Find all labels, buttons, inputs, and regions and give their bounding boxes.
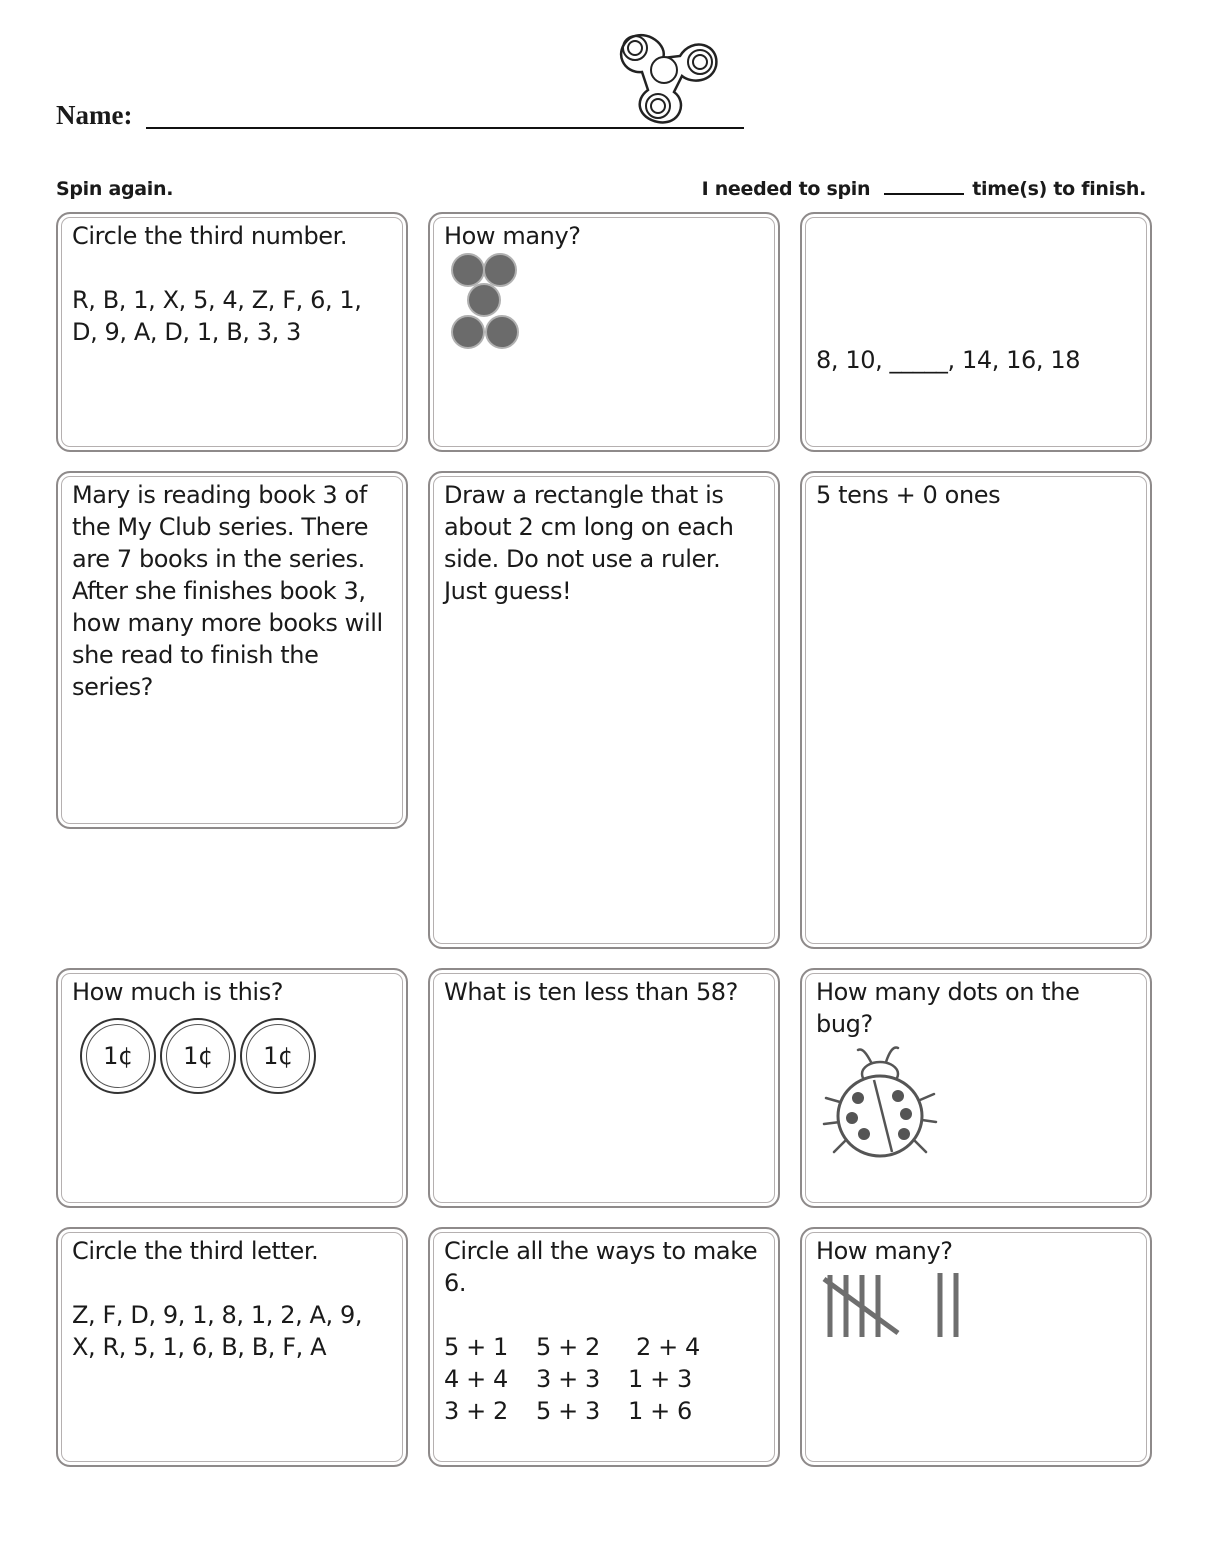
dot (452, 316, 484, 348)
sum-option[interactable]: 1 + 3 (628, 1365, 692, 1393)
question-box-sequence (800, 212, 1152, 452)
word-problem-text: Mary is reading book 3 of the My Club series. There are 7 books in the series. After she finishes book 3, how many more books will she read to finish the series? (72, 481, 383, 701)
sequence-line-1: R, B, 1, X, 5, 4, Z, F, 6, 1, (72, 286, 362, 314)
question-box-coins (56, 968, 408, 1208)
sum-option[interactable]: 5 + 1 (444, 1333, 508, 1361)
question-title: Circle the third number. (72, 222, 348, 250)
ladybug-icon (820, 1042, 940, 1166)
dot (468, 284, 500, 316)
spin-count-prefix: I needed to spin (701, 178, 871, 200)
question-box-word-problem (56, 471, 408, 829)
question-title: How many dots on the bug? (816, 978, 1080, 1038)
question-title: Circle the third letter. (72, 1237, 319, 1265)
sum-grid (444, 1331, 764, 1427)
spin-again-label: Spin again. (56, 178, 174, 200)
penny-coin: 1¢ (160, 1018, 236, 1094)
spin-count-line (702, 178, 1146, 200)
coin-row (80, 1018, 392, 1094)
question-title: How many? (444, 222, 581, 250)
bug-dot (846, 1112, 858, 1124)
tally-marks-image (822, 1271, 972, 1347)
question-box-how-many-dots (428, 212, 780, 452)
question-box-third-letter (56, 1227, 408, 1467)
question-box-tens-ones (800, 471, 1152, 949)
number-sequence: 8, 10, _____, 14, 16, 18 (816, 346, 1081, 374)
sum-option[interactable]: 3 + 3 (536, 1365, 600, 1393)
bug-dot (858, 1128, 870, 1140)
question-box-ten-less (428, 968, 780, 1208)
question-box-tally (800, 1227, 1152, 1467)
spin-count-suffix: time(s) to finish. (972, 178, 1146, 200)
sum-option[interactable]: 5 + 2 (536, 1333, 600, 1361)
sum-row (444, 1363, 764, 1395)
penny-coin: 1¢ (80, 1018, 156, 1094)
spin-count-blank[interactable] (884, 179, 964, 195)
question-box-third-number (56, 212, 408, 452)
bug-dot (898, 1128, 910, 1140)
name-line[interactable] (146, 127, 744, 129)
letter-line-1: Z, F, D, 9, 1, 8, 1, 2, A, 9, (72, 1301, 363, 1329)
dot (452, 254, 484, 286)
bug-dot (900, 1108, 912, 1120)
penny-coin: 1¢ (240, 1018, 316, 1094)
question-box-ladybug (800, 968, 1152, 1208)
name-label: Name: (56, 100, 133, 130)
fidget-spinner-icon (608, 26, 724, 126)
question-title: How many? (816, 1237, 953, 1265)
question-title: How much is this? (72, 978, 284, 1006)
dot-cluster-image (446, 252, 536, 352)
question-box-ways-to-make-6 (428, 1227, 780, 1467)
sum-row (444, 1331, 764, 1363)
sum-option[interactable]: 4 + 4 (444, 1365, 508, 1393)
sum-option[interactable]: 3 + 2 (444, 1397, 508, 1425)
sum-row (444, 1395, 764, 1427)
bug-dot (892, 1090, 904, 1102)
sum-option[interactable]: 5 + 3 (536, 1397, 600, 1425)
dot (486, 316, 518, 348)
sum-option[interactable]: 2 + 4 (636, 1333, 700, 1361)
question-title: Circle all the ways to make 6. (444, 1237, 758, 1297)
ten-less-text: What is ten less than 58? (444, 978, 739, 1006)
letter-line-2: X, R, 5, 1, 6, B, B, F, A (72, 1333, 327, 1361)
bug-dot (852, 1092, 864, 1104)
tens-ones-text: 5 tens + 0 ones (816, 481, 1001, 509)
dot (484, 254, 516, 286)
sum-option[interactable]: 1 + 6 (628, 1397, 692, 1425)
draw-rectangle-text: Draw a rectangle that is about 2 cm long on each side. Do not use a ruler. Just guess! (444, 481, 734, 605)
question-box-draw-rectangle[interactable] (428, 471, 780, 949)
sequence-line-2: D, 9, A, D, 1, B, 3, 3 (72, 318, 301, 346)
